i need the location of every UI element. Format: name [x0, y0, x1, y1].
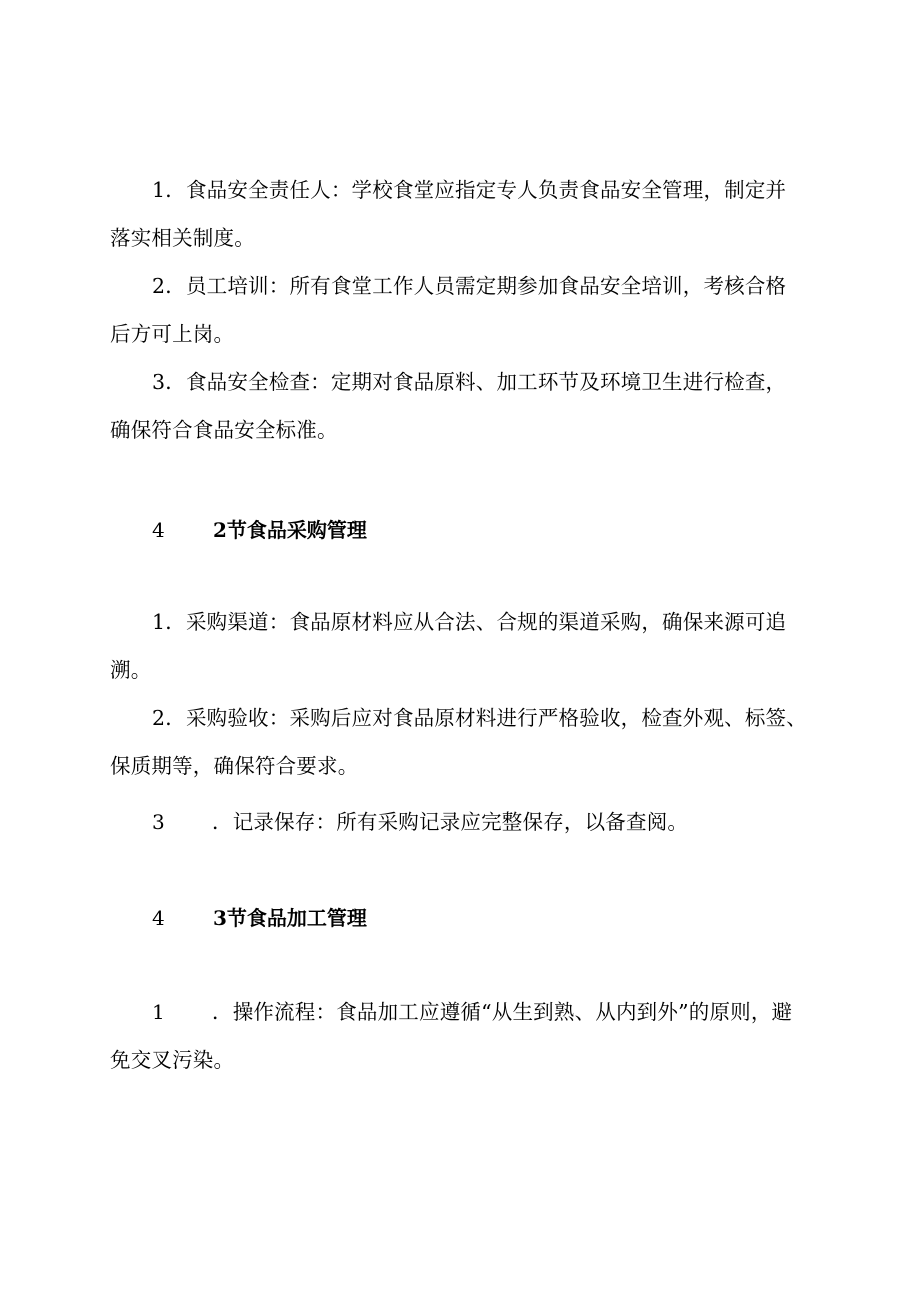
paragraph-line: 确保符合食品安全标准。: [110, 418, 338, 442]
section-number: 4: [152, 906, 165, 930]
section-heading: 3节食品加工管理: [213, 906, 367, 930]
list-number: 3: [152, 810, 165, 834]
paragraph-line: ．操作流程：食品加工应遵循“从生到熟、从内到外”的原则，避: [212, 1000, 793, 1024]
paragraph-line: 后方可上岗。: [110, 322, 235, 346]
section-number: 4: [152, 518, 165, 542]
paragraph-line: 2．采购验收：采购后应对食品原材料进行严格验收，检查外观、标签、: [152, 706, 807, 730]
paragraph-line: 1．采购渠道：食品原材料应从合法、合规的渠道采购，确保来源可追: [152, 610, 787, 634]
paragraph-line: 落实相关制度。: [110, 226, 255, 250]
paragraph-line: ．记录保存：所有采购记录应完整保存，以备查阅。: [212, 810, 689, 834]
paragraph-line: 1．食品安全责任人：学校食堂应指定专人负责食品安全管理，制定并: [152, 178, 787, 202]
paragraph-line: 3．食品安全检查：定期对食品原料、加工环节及环境卫生进行检查，: [152, 370, 787, 394]
paragraph-line: 保质期等，确保符合要求。: [110, 754, 359, 778]
paragraph-line: 2．员工培训：所有食堂工作人员需定期参加食品安全培训，考核合格: [152, 274, 787, 298]
section-heading: 2节食品采购管理: [213, 518, 367, 542]
list-number: 1: [152, 1000, 165, 1024]
paragraph-line: 免交叉污染。: [110, 1048, 235, 1072]
paragraph-line: 溯。: [110, 658, 152, 682]
